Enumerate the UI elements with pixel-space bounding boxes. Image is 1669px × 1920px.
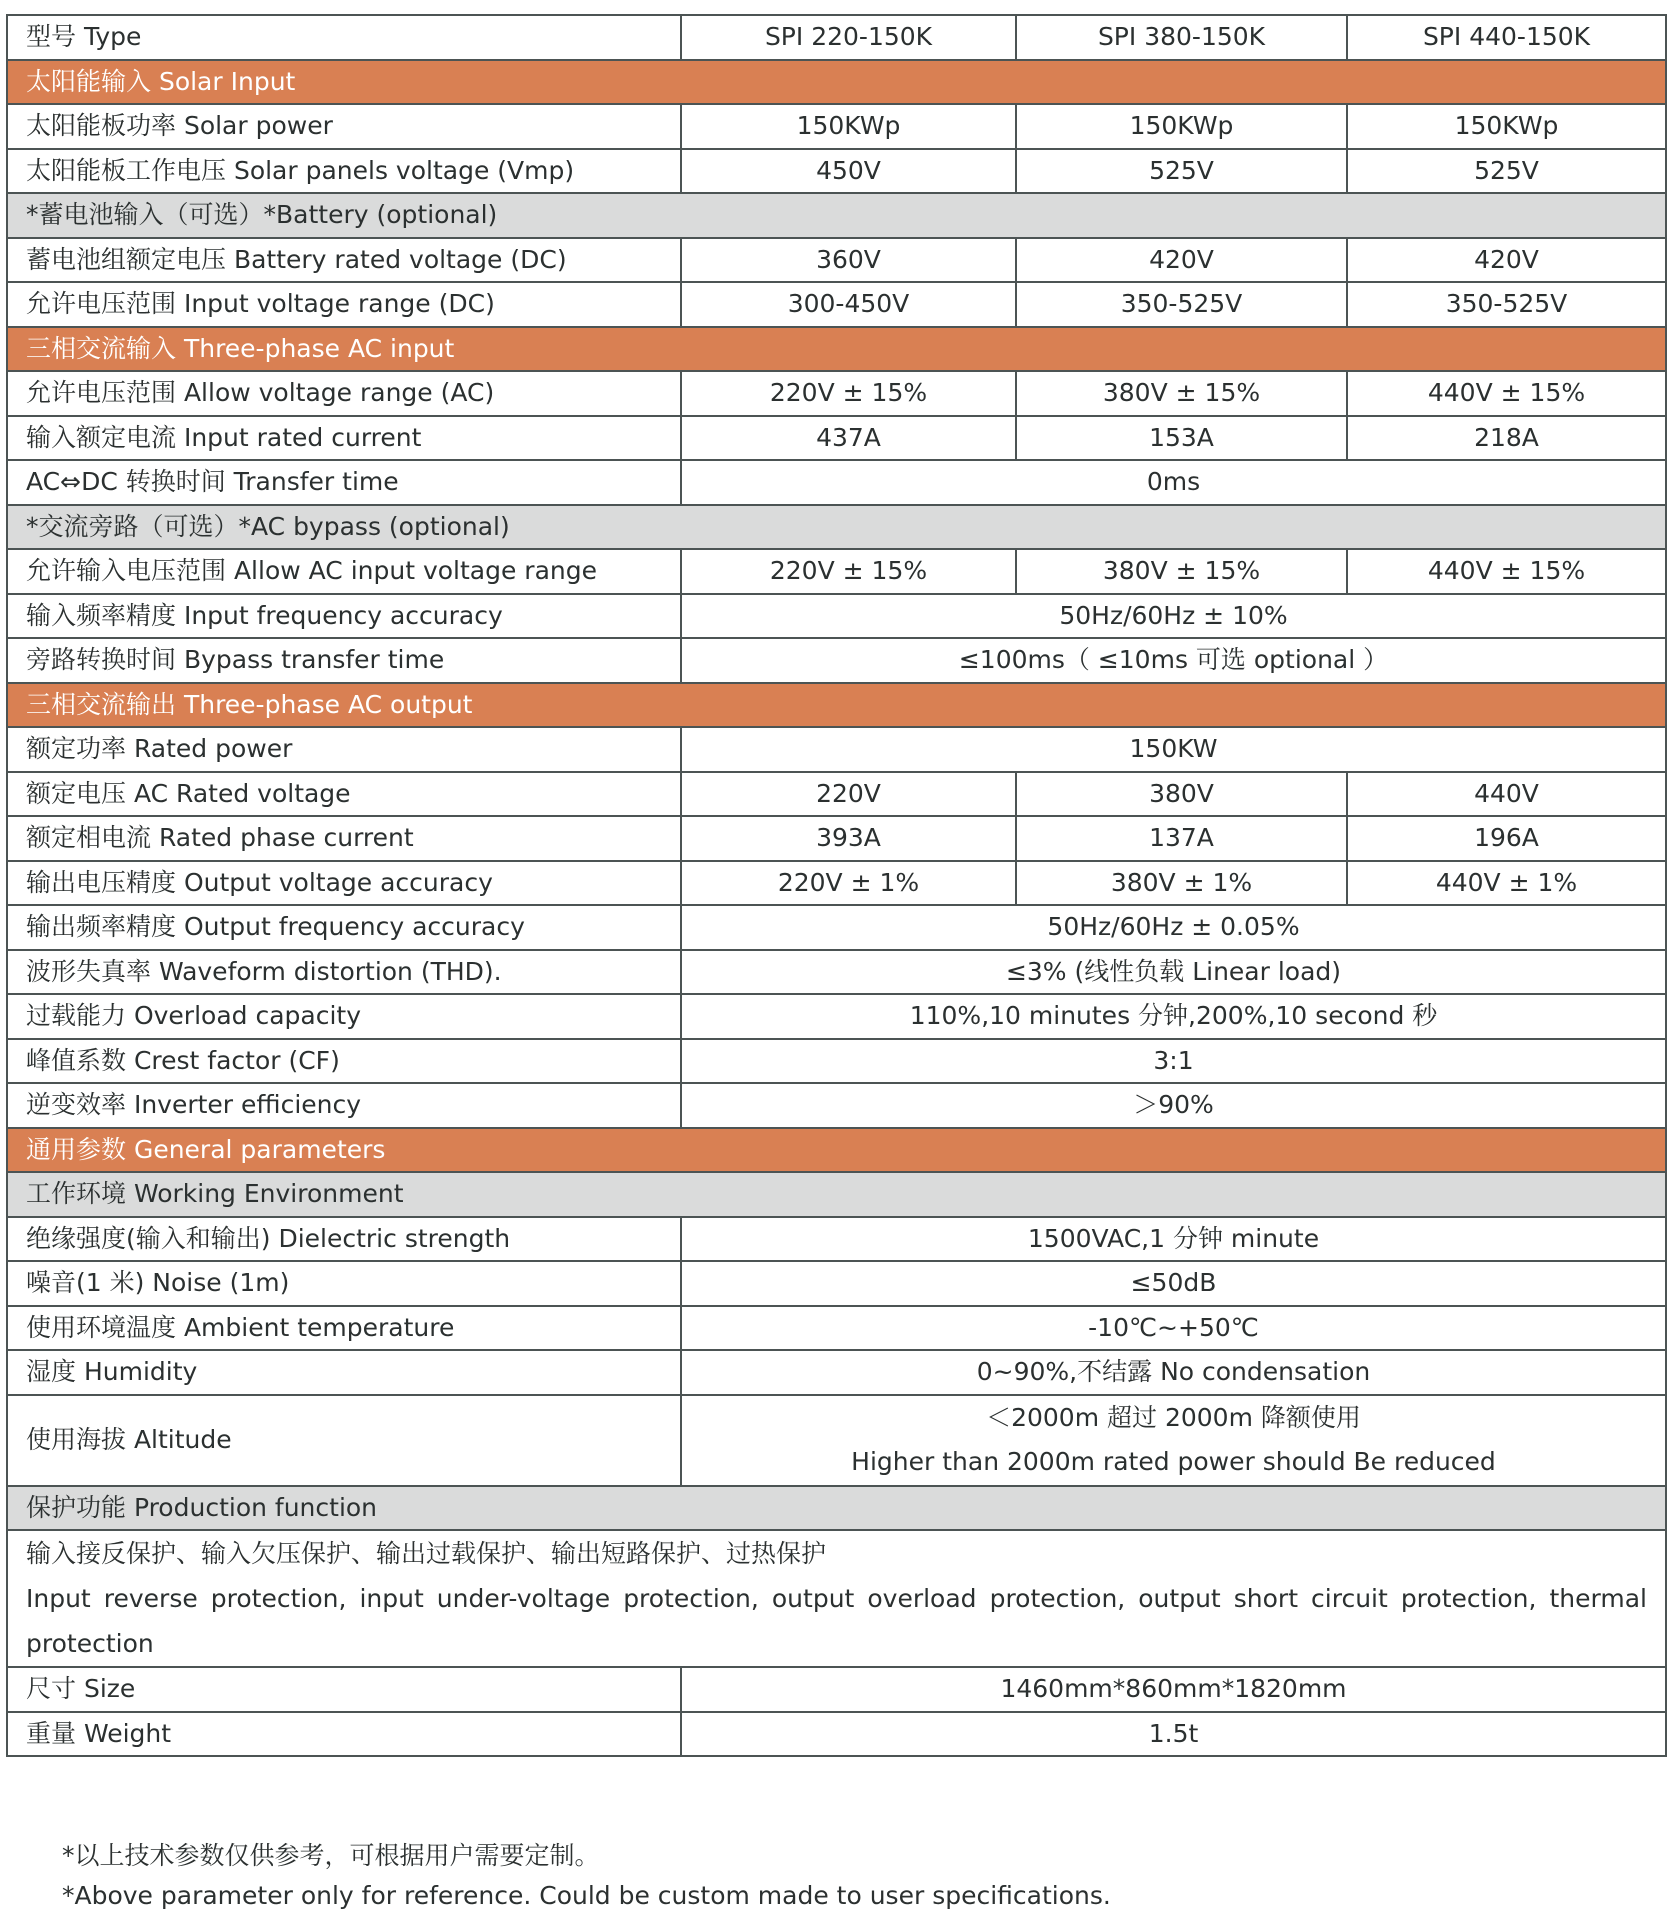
row-value: ≤50dB	[681, 1261, 1666, 1306]
section-title: 保护功能 Production function	[7, 1486, 1666, 1531]
section-title: 太阳能输入 Solar Input	[7, 60, 1666, 105]
section-ac-input	[7, 327, 1666, 372]
row-value: 360V	[681, 238, 1016, 283]
row-label: 峰值系数 Crest factor (CF)	[7, 1039, 681, 1084]
row-label: 旁路转换时间 Bypass transfer time	[7, 638, 681, 683]
row-label: 输出频率精度 Output frequency accuracy	[7, 905, 681, 950]
table-row	[7, 549, 1666, 594]
row-value: ＞90%	[681, 1083, 1666, 1128]
row-value: 420V	[1016, 238, 1347, 283]
row-value: 218A	[1347, 416, 1666, 461]
row-value: 0ms	[681, 460, 1666, 505]
row-value: ≤3% (线性负载 Linear load)	[681, 950, 1666, 995]
row-value: 525V	[1347, 149, 1666, 194]
table-row	[7, 238, 1666, 283]
spec-table	[6, 14, 1667, 1757]
row-label: 湿度 Humidity	[7, 1350, 681, 1395]
row-label: 输出电压精度 Output voltage accuracy	[7, 861, 681, 906]
row-value: 50Hz/60Hz ± 10%	[681, 594, 1666, 639]
protection-row	[7, 1530, 1666, 1667]
row-label: 太阳能板功率 Solar power	[7, 104, 681, 149]
footer-note-en: *Above parameter only for reference. Could be custom made to user specifications.	[62, 1881, 1111, 1910]
row-value: 437A	[681, 416, 1016, 461]
section-solar-input	[7, 60, 1666, 105]
row-label: 允许电压范围 Input voltage range (DC)	[7, 282, 681, 327]
row-value: 3:1	[681, 1039, 1666, 1084]
row-label: 输入频率精度 Input frequency accuracy	[7, 594, 681, 639]
section-battery	[7, 193, 1666, 238]
table-row	[7, 994, 1666, 1039]
row-label: 允许输入电压范围 Allow AC input voltage range	[7, 549, 681, 594]
row-value: 153A	[1016, 416, 1347, 461]
model-spi-220: SPI 220-150K	[681, 15, 1016, 60]
row-label: AC⇔DC 转换时间 Transfer time	[7, 460, 681, 505]
table-row	[7, 282, 1666, 327]
model-spi-380: SPI 380-150K	[1016, 15, 1347, 60]
table-row	[7, 1350, 1666, 1395]
row-value: ≤100ms（ ≤10ms 可选 optional ）	[681, 638, 1666, 683]
model-spi-440: SPI 440-150K	[1347, 15, 1666, 60]
row-value: 525V	[1016, 149, 1347, 194]
row-label: 蓄电池组额定电压 Battery rated voltage (DC)	[7, 238, 681, 283]
row-value: 350-525V	[1016, 282, 1347, 327]
table-row	[7, 861, 1666, 906]
row-label: 太阳能板工作电压 Solar panels voltage (Vmp)	[7, 149, 681, 194]
row-label: 额定相电流 Rated phase current	[7, 816, 681, 861]
section-ac-output	[7, 683, 1666, 728]
row-value: 137A	[1016, 816, 1347, 861]
table-row	[7, 149, 1666, 194]
table-row	[7, 950, 1666, 995]
row-label: 过载能力 Overload capacity	[7, 994, 681, 1039]
section-title: *交流旁路（可选）*AC bypass (optional)	[7, 505, 1666, 550]
row-value: 393A	[681, 816, 1016, 861]
row-value: 220V ± 1%	[681, 861, 1016, 906]
row-value: 440V ± 15%	[1347, 371, 1666, 416]
table-row	[7, 727, 1666, 772]
row-value: 1460mm*860mm*1820mm	[681, 1667, 1666, 1712]
altitude-line-zh: ＜2000m 超过 2000m 降额使用	[986, 1403, 1361, 1432]
section-ac-bypass	[7, 505, 1666, 550]
row-value: 150KWp	[1347, 104, 1666, 149]
row-value: 350-525V	[1347, 282, 1666, 327]
table-row	[7, 104, 1666, 149]
section-title: 三相交流输入 Three-phase AC input	[7, 327, 1666, 372]
row-value: 220V ± 15%	[681, 549, 1016, 594]
section-title: 三相交流输出 Three-phase AC output	[7, 683, 1666, 728]
table-row	[7, 905, 1666, 950]
row-value: 440V ± 15%	[1347, 549, 1666, 594]
row-label: 逆变效率 Inverter efficiency	[7, 1083, 681, 1128]
table-row	[7, 1083, 1666, 1128]
protection-text-en: Input reverse protection, input under-voltage protection, output overload protection, output short circuit protection, thermal protection	[26, 1584, 1647, 1658]
row-label: 绝缘强度(输入和输出) Dielectric strength	[7, 1217, 681, 1262]
table-row	[7, 460, 1666, 505]
row-label: 额定电压 AC Rated voltage	[7, 772, 681, 817]
row-value: 380V ± 15%	[1016, 371, 1347, 416]
row-value: 110%,10 minutes 分钟,200%,10 second 秒	[681, 994, 1666, 1039]
row-label: 额定功率 Rated power	[7, 727, 681, 772]
type-label: 型号 Type	[7, 15, 681, 60]
row-value: 1500VAC,1 分钟 minute	[681, 1217, 1666, 1262]
row-value: 420V	[1347, 238, 1666, 283]
table-row	[7, 1261, 1666, 1306]
table-row	[7, 371, 1666, 416]
table-row	[7, 1712, 1666, 1757]
table-row	[7, 638, 1666, 683]
row-value: 440V ± 1%	[1347, 861, 1666, 906]
row-value: 220V	[681, 772, 1016, 817]
row-value: 150KWp	[1016, 104, 1347, 149]
table-row	[7, 816, 1666, 861]
table-row	[7, 416, 1666, 461]
protection-text	[7, 1530, 1666, 1667]
row-label: 输入额定电流 Input rated current	[7, 416, 681, 461]
section-general	[7, 1128, 1666, 1173]
section-title: 通用参数 General parameters	[7, 1128, 1666, 1173]
row-label: 尺寸 Size	[7, 1667, 681, 1712]
section-title: *蓄电池输入（可选）*Battery (optional)	[7, 193, 1666, 238]
row-value: 440V	[1347, 772, 1666, 817]
row-label: 波形失真率 Waveform distortion (THD).	[7, 950, 681, 995]
table-row	[7, 772, 1666, 817]
footer-note-zh: *以上技术参数仅供参考，可根据用户需要定制。	[62, 1841, 600, 1870]
row-value: 380V ± 1%	[1016, 861, 1347, 906]
row-value: 220V ± 15%	[681, 371, 1016, 416]
table-row	[7, 1306, 1666, 1351]
row-value: -10℃~+50℃	[681, 1306, 1666, 1351]
row-value: 150KW	[681, 727, 1666, 772]
row-label: 噪音(1 米) Noise (1m)	[7, 1261, 681, 1306]
table-row	[7, 1667, 1666, 1712]
section-title: 工作环境 Working Environment	[7, 1172, 1666, 1217]
row-label: 允许电压范围 Allow voltage range (AC)	[7, 371, 681, 416]
row-value: 50Hz/60Hz ± 0.05%	[681, 905, 1666, 950]
row-value: 380V	[1016, 772, 1347, 817]
row-value: 0~90%,不结露 No condensation	[681, 1350, 1666, 1395]
table-row	[7, 1217, 1666, 1262]
row-label: 使用环境温度 Ambient temperature	[7, 1306, 681, 1351]
row-value: 196A	[1347, 816, 1666, 861]
table-header-row	[7, 15, 1666, 60]
row-value: 380V ± 15%	[1016, 549, 1347, 594]
row-value: 1.5t	[681, 1712, 1666, 1757]
row-label: 重量 Weight	[7, 1712, 681, 1757]
row-label: 使用海拔 Altitude	[7, 1395, 681, 1486]
section-protection	[7, 1486, 1666, 1531]
row-value: 450V	[681, 149, 1016, 194]
altitude-line-en: Higher than 2000m rated power should Be reduced	[851, 1447, 1496, 1476]
section-working-environment	[7, 1172, 1666, 1217]
protection-text-zh: 输入接反保护、输入欠压保护、输出过载保护、输出短路保护、过热保护	[26, 1539, 827, 1568]
altitude-value	[681, 1395, 1666, 1486]
table-row	[7, 1039, 1666, 1084]
table-row-altitude	[7, 1395, 1666, 1486]
table-row	[7, 594, 1666, 639]
row-value: 150KWp	[681, 104, 1016, 149]
row-value: 300-450V	[681, 282, 1016, 327]
